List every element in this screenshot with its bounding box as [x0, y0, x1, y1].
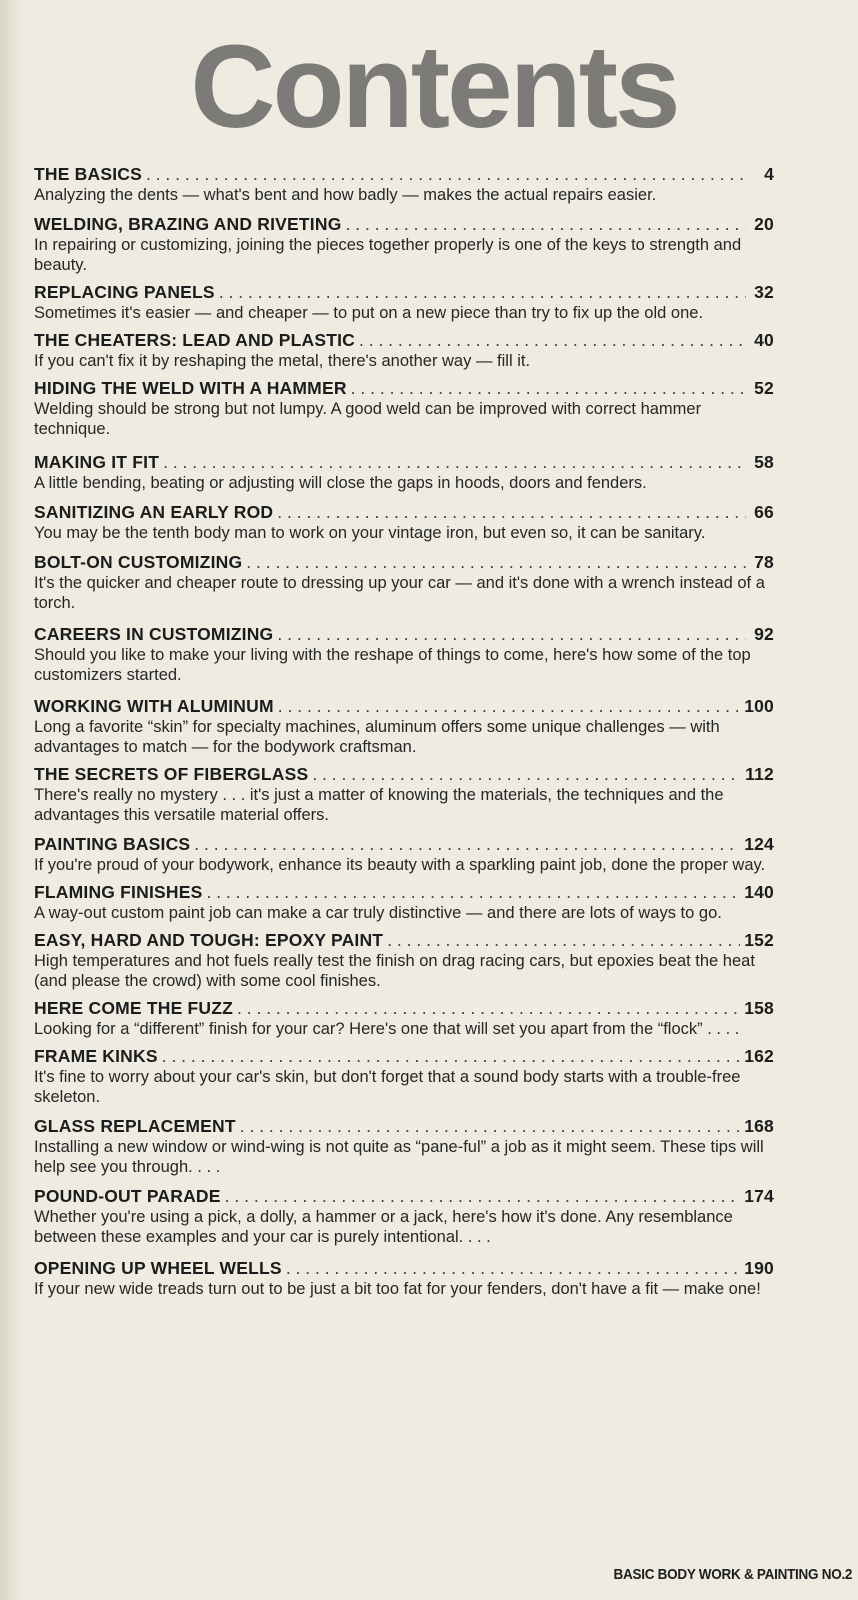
toc-entry-heading	[34, 501, 774, 523]
page-edge-shadow	[0, 0, 22, 1600]
dot-leader	[146, 163, 746, 185]
toc-entry-title: THE BASICS	[34, 164, 142, 184]
toc-entry[interactable]	[34, 451, 774, 493]
toc-entry-page-number: 112	[745, 764, 774, 784]
toc-entry-description: There's really no mystery . . . it's just a matter of knowing the materials, the techniques and the advantages this versatile material offers.	[34, 786, 724, 824]
toc-entry[interactable]	[34, 997, 774, 1039]
publication-footer: BASIC BODY WORK & PAINTING NO.2	[613, 1566, 852, 1583]
toc-entry-title: WELDING, BRAZING AND RIVETING	[34, 214, 342, 234]
dot-leader	[162, 1045, 740, 1067]
toc-entry-heading	[34, 1185, 774, 1207]
toc-entry[interactable]	[34, 551, 774, 613]
toc-entry-heading	[34, 377, 774, 399]
toc-entry-title: CAREERS IN CUSTOMIZING	[34, 624, 274, 644]
toc-entry-description: It's the quicker and cheaper route to dressing up your car — and it's done with a wrench instead of a torch.	[34, 574, 765, 612]
toc-entry-description: If you can't fix it by reshaping the metal, there's another way — fill it.	[34, 352, 531, 370]
toc-entry-title: MAKING IT FIT	[34, 452, 160, 472]
dot-leader	[312, 763, 741, 785]
toc-entry[interactable]	[34, 501, 774, 543]
toc-entry-heading	[34, 833, 774, 855]
toc-entry-heading	[34, 997, 774, 1019]
toc-entry[interactable]	[34, 213, 774, 275]
dot-leader	[237, 997, 740, 1019]
toc-entry-heading	[34, 695, 774, 717]
toc-entry[interactable]	[34, 623, 774, 685]
table-of-contents	[34, 163, 774, 1299]
toc-entry-title: FLAMING FINISHES	[34, 882, 203, 902]
toc-entry-page-number: 4	[764, 164, 774, 184]
dot-leader	[277, 623, 746, 645]
dot-leader	[163, 451, 746, 473]
toc-entry-heading	[34, 1257, 774, 1279]
toc-entry[interactable]	[34, 1115, 774, 1177]
toc-entry[interactable]	[34, 881, 774, 923]
toc-entry-heading	[34, 551, 774, 573]
toc-entry-title: REPLACING PANELS	[34, 282, 215, 302]
toc-entry-title: WORKING WITH ALUMINUM	[34, 696, 274, 716]
toc-entry-page-number: 124	[744, 834, 774, 854]
toc-entry[interactable]	[34, 377, 774, 439]
toc-entry-heading	[34, 881, 774, 903]
dot-leader	[219, 281, 746, 303]
toc-entry[interactable]	[34, 929, 774, 991]
toc-entry-heading	[34, 929, 774, 951]
toc-entry-heading	[34, 1115, 774, 1137]
toc-entry[interactable]	[34, 695, 774, 757]
toc-entry-page-number: 40	[754, 330, 774, 350]
toc-entry-page-number: 168	[744, 1116, 774, 1136]
toc-entry-title: EASY, HARD AND TOUGH: EPOXY PAINT	[34, 930, 384, 950]
toc-entry-page-number: 162	[744, 1046, 774, 1066]
dot-leader	[240, 1115, 740, 1137]
toc-entry-title: HERE COME THE FUZZ	[34, 998, 234, 1018]
toc-entry[interactable]	[34, 1257, 774, 1299]
toc-entry-heading	[34, 329, 774, 351]
toc-entry-page-number: 92	[754, 624, 774, 644]
toc-entry-page-number: 66	[754, 502, 774, 522]
dot-leader	[359, 329, 746, 351]
toc-entry-heading	[34, 163, 774, 185]
toc-entry-heading	[34, 213, 774, 235]
toc-entry-description: Looking for a “different” finish for your car? Here's one that will set you apart from the “flock” . . . .	[34, 1020, 740, 1038]
toc-entry-page-number: 140	[744, 882, 774, 902]
toc-entry-description: A little bending, beating or adjusting will close the gaps in hoods, doors and fenders.	[34, 474, 647, 492]
toc-entry-title: THE SECRETS OF FIBERGLASS	[34, 764, 309, 784]
toc-entry-heading	[34, 1045, 774, 1067]
toc-entry-page-number: 152	[744, 930, 774, 950]
dot-leader	[387, 929, 740, 951]
toc-entry-page-number: 58	[754, 452, 774, 472]
toc-entry-description: Sometimes it's easier — and cheaper — to put on a new piece than try to fix up the old one.	[34, 304, 704, 322]
dot-leader	[346, 213, 746, 235]
toc-entry-page-number: 32	[754, 282, 774, 302]
toc-entry-heading	[34, 281, 774, 303]
toc-entry-title: FRAME KINKS	[34, 1046, 158, 1066]
toc-entry-title: BOLT-ON CUSTOMIZING	[34, 552, 243, 572]
toc-entry-page-number: 174	[744, 1186, 774, 1206]
toc-entry-heading	[34, 451, 774, 473]
toc-entry-heading	[34, 623, 774, 645]
toc-entry-title: HIDING THE WELD WITH A HAMMER	[34, 378, 347, 398]
toc-entry-title: OPENING UP WHEEL WELLS	[34, 1258, 282, 1278]
toc-entry[interactable]	[34, 763, 774, 825]
toc-entry[interactable]	[34, 1045, 774, 1107]
page-title: Contents	[190, 21, 678, 153]
dot-leader	[351, 377, 746, 399]
toc-entry-heading	[34, 763, 774, 785]
toc-entry[interactable]	[34, 281, 774, 323]
dot-leader	[194, 833, 740, 855]
toc-entry-description: High temperatures and hot fuels really test the finish on drag racing cars, but epoxies beat the heat (and please the crowd) with some cool finishes.	[34, 952, 755, 990]
toc-entry-title: GLASS REPLACEMENT	[34, 1116, 236, 1136]
toc-entry-page-number: 78	[754, 552, 774, 572]
toc-entry[interactable]	[34, 1185, 774, 1247]
toc-entry-description: You may be the tenth body man to work on your vintage iron, but even so, it can be sanitary.	[34, 524, 706, 542]
toc-entry[interactable]	[34, 163, 774, 205]
toc-entry-description: A way-out custom paint job can make a car truly distinctive — and there are lots of ways to go.	[34, 904, 722, 922]
dot-leader	[277, 501, 746, 523]
toc-entry-page-number: 52	[754, 378, 774, 398]
toc-entry-title: SANITIZING AN EARLY ROD	[34, 502, 274, 522]
toc-entry-description: If your new wide treads turn out to be just a bit too fat for your fenders, don't have a fit — make one!	[34, 1280, 761, 1298]
toc-entry-description: Analyzing the dents — what's bent and how badly — makes the actual repairs easier.	[34, 186, 657, 204]
toc-entry-description: If you're proud of your bodywork, enhance its beauty with a sparkling paint job, done the proper way.	[34, 856, 766, 874]
toc-entry[interactable]	[34, 329, 774, 371]
toc-entry-title: POUND-OUT PARADE	[34, 1186, 221, 1206]
toc-entry-page-number: 20	[754, 214, 774, 234]
toc-entry-description: Welding should be strong but not lumpy. A good weld can be improved with correct hammer technique.	[34, 400, 702, 438]
toc-entry-page-number: 100	[744, 696, 774, 716]
toc-entry-description: In repairing or customizing, joining the pieces together properly is one of the keys to strength and beauty.	[34, 236, 742, 274]
toc-entry[interactable]	[34, 833, 774, 875]
toc-entry-page-number: 190	[744, 1258, 774, 1278]
toc-entry-description: It's fine to worry about your car's skin, but don't forget that a sound body starts with a trouble-free skeleton.	[34, 1068, 741, 1106]
toc-entry-title: THE CHEATERS: LEAD AND PLASTIC	[34, 330, 355, 350]
toc-entry-description: Long a favorite “skin” for specialty machines, aluminum offers some unique challenges — with advantages to match — for the bodywork craftsman.	[34, 718, 720, 756]
toc-entry-page-number: 158	[744, 998, 774, 1018]
dot-leader	[206, 881, 740, 903]
toc-entry-description: Should you like to make your living with the reshape of things to come, here's how some of the top customizers started.	[34, 646, 751, 684]
toc-entry-description: Whether you're using a pick, a dolly, a hammer or a jack, here's how it's done. Any resemblance between these examples and your car is purely intentional. . . .	[34, 1208, 733, 1246]
toc-entry-title: PAINTING BASICS	[34, 834, 191, 854]
dot-leader	[225, 1185, 741, 1207]
dot-leader	[278, 695, 740, 717]
dot-leader	[286, 1257, 740, 1279]
dot-leader	[246, 551, 746, 573]
toc-entry-description: Installing a new window or wind-wing is not quite as “pane-ful” a job as it might seem. These tips will help see you through. . . .	[34, 1138, 764, 1176]
